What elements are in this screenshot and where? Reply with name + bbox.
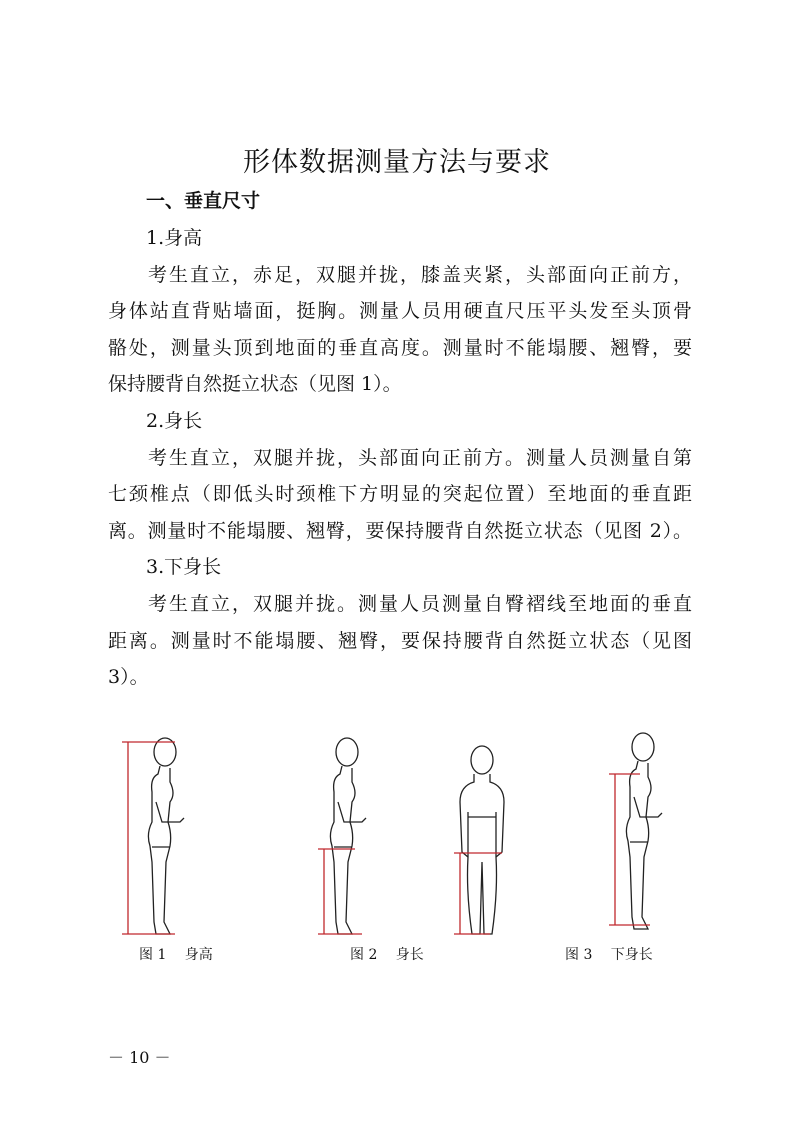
figure-caption: 图 3 下身长: [565, 947, 653, 963]
page-title: 形体数据测量方法与要求: [243, 147, 551, 178]
paragraph-line: 考生直立，赤足，双腿并拢，膝盖夹紧，头部面向正前方，: [148, 263, 692, 286]
figure-caption: 图 1 身高: [139, 947, 213, 963]
measurement-figures: [70, 722, 730, 942]
figure-1-height: [148, 738, 184, 934]
section-heading: 一、垂直尺寸: [146, 190, 261, 212]
item-heading: 3.下身长: [146, 556, 222, 579]
measure-line-length: [318, 849, 362, 934]
body-text: [108, 220, 692, 696]
paragraph-line: 七颈椎点（即低头时颈椎下方明显的突起位置）至地面的垂直距: [108, 483, 692, 506]
item-heading: 2.身长: [146, 409, 203, 432]
item-heading: 1.身高: [146, 227, 203, 249]
paragraph-line: 身体站直背贴墙面，挺胸。测量人员用硬直尺压平头发至头顶骨: [108, 300, 692, 323]
paragraph-line: 考生直立，双腿并拢。测量人员测量自臀褶线至地面的垂直: [148, 592, 692, 615]
paragraph-line: 考生直立，双腿并拢，头部面向正前方。测量人员测量自第: [148, 446, 692, 469]
paragraph-line: 保持腰背自然挺立状态（见图 1）。: [108, 373, 402, 396]
figure-2-back: [460, 746, 504, 934]
figure-2-side: [330, 738, 366, 934]
figure-3-lower-body: [626, 733, 662, 929]
paragraph-line: 距离。测量时不能塌腰、翘臀，要保持腰背自然挺立状态（见图: [108, 629, 692, 652]
measure-line-back: [454, 853, 502, 934]
paragraph-line: 骼处，测量头顶到地面的垂直高度。测量时不能塌腰、翘臀，要: [108, 336, 692, 359]
page-number: － 10 －: [108, 1048, 171, 1067]
paragraph-line: 3）。: [108, 666, 149, 689]
paragraph-line: 离。测量时不能塌腰、翘臀，要保持腰背自然挺立状态（见图 2）。: [108, 519, 692, 542]
figure-caption: 图 2 身长: [350, 947, 424, 963]
